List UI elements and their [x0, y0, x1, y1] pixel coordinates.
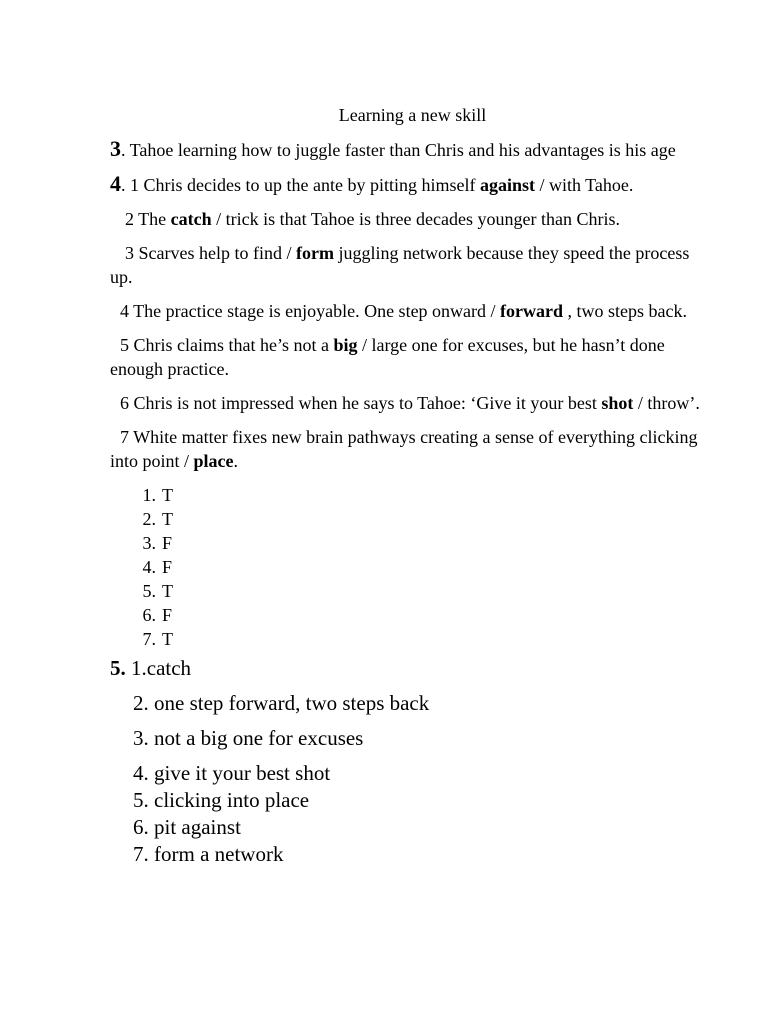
list-number: 7. [142, 629, 156, 649]
section-3-text: . Tahoe learning how to juggle faster than Chris and his advantages is his age [121, 140, 676, 160]
section-5-first-line [110, 655, 715, 682]
item-text: , two steps back. [563, 301, 688, 321]
item-answer: place [193, 451, 234, 471]
section-4-item-6 [110, 391, 715, 415]
item-answer: big [333, 335, 358, 355]
item-answer: forward [500, 301, 564, 321]
list-number: 3. [142, 533, 156, 553]
list-value: T [162, 581, 173, 601]
item-text: 7 White matter fixes new brain pathways creating a sense of everything clicking into point / [110, 427, 698, 471]
list-item [132, 555, 715, 579]
list-value: T [162, 509, 173, 529]
section-4-item-2 [110, 207, 715, 231]
document-title: Learning a new skill [338, 105, 487, 125]
section-5-item: 2. one step forward, two steps back [133, 691, 430, 715]
document-page [110, 103, 715, 868]
section-4-item-3 [110, 241, 715, 289]
section-5-first-answer: 1.catch [125, 656, 192, 680]
list-number: 1. [142, 485, 156, 505]
list-item [132, 483, 715, 507]
section-5-item: 7. form a network [133, 842, 284, 866]
list-value: F [162, 533, 173, 553]
section-4-item-4 [110, 299, 715, 323]
item-text: 4 The practice stage is enjoyable. One step onward / [120, 301, 501, 321]
section-5-item: 3. not a big one for excuses [133, 726, 364, 750]
list-value: T [162, 629, 173, 649]
item-answer: form [295, 243, 334, 263]
item-answer: shot [601, 393, 634, 413]
section-5 [110, 655, 715, 868]
item-answer: against [479, 175, 535, 195]
section-5-number: 5. [110, 656, 126, 680]
item-text: / large one for excuses, but he hasn’t done enough practice. [110, 335, 665, 379]
item-text: 6 Chris is not impressed when he says to Tahoe: ‘Give it your best [120, 393, 602, 413]
section-4-item-5 [110, 333, 715, 381]
section-5-item: 4. give it your best shot [133, 761, 331, 785]
section-3-number: 3 [110, 136, 121, 161]
item-answer: catch [170, 209, 212, 229]
list-item [132, 531, 715, 555]
item-text: . 1 Chris decides to up the ante by pitting himself [121, 175, 480, 195]
list-value: T [162, 485, 173, 505]
item-text: / throw’. [633, 393, 700, 413]
list-item [132, 507, 715, 531]
section-4-number: 4 [110, 171, 121, 196]
list-number: 5. [142, 581, 156, 601]
section-5-item: 5. clicking into place [133, 788, 310, 812]
section-5-item: 6. pit against [133, 815, 241, 839]
item-text: / with Tahoe. [534, 175, 634, 195]
list-item [132, 579, 715, 603]
list-value: F [162, 605, 173, 625]
item-text: 3 Scarves help to find / [125, 243, 296, 263]
item-text: . [233, 451, 239, 471]
item-text: 5 Chris claims that he’s not a [120, 335, 334, 355]
list-number: 2. [142, 509, 156, 529]
true-false-answer-list [110, 483, 715, 651]
list-number: 6. [142, 605, 156, 625]
item-text: juggling network because they speed the process up. [110, 243, 690, 287]
section-4-item-7 [110, 425, 715, 473]
list-item [132, 627, 715, 651]
list-number: 4. [142, 557, 156, 577]
section-3 [110, 137, 715, 162]
item-text: / trick is that Tahoe is three decades younger than Chris. [211, 209, 620, 229]
item-text: 2 The [125, 209, 171, 229]
list-value: F [162, 557, 173, 577]
list-item [132, 603, 715, 627]
section-4-item-1 [110, 172, 715, 197]
